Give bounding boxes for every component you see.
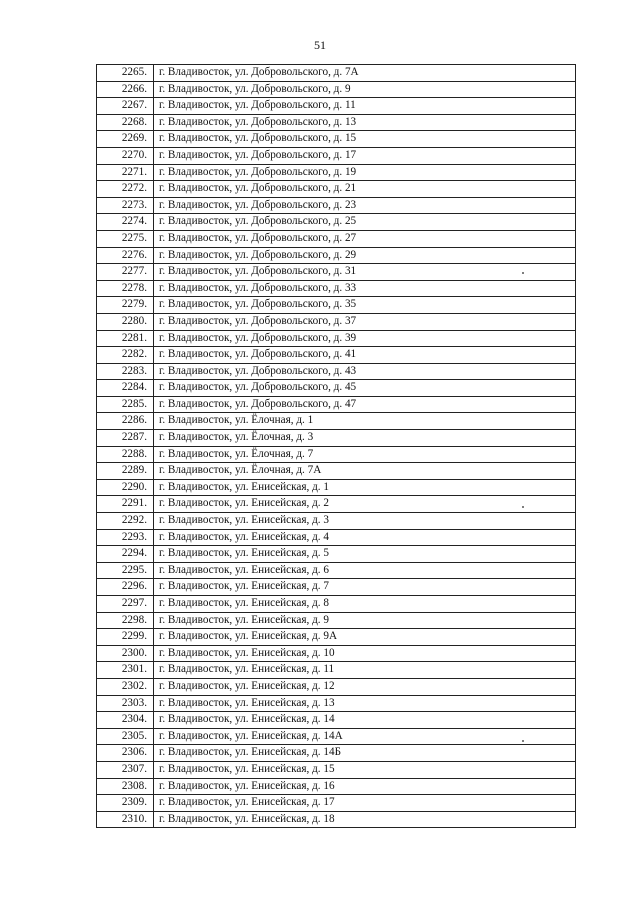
row-address: г. Владивосток, ул. Добровольского, д. 17	[154, 147, 576, 164]
table-row	[97, 214, 576, 231]
table-row	[97, 712, 576, 729]
row-address: г. Владивосток, ул. Добровольского, д. 29	[154, 247, 576, 264]
row-address: г. Владивосток, ул. Добровольского, д. 43	[154, 363, 576, 380]
table-row	[97, 678, 576, 695]
row-address: г. Владивосток, ул. Енисейская, д. 5	[154, 546, 576, 563]
row-address: г. Владивосток, ул. Енисейская, д. 9А	[154, 629, 576, 646]
row-address: г. Владивосток, ул. Добровольского, д. 27	[154, 230, 576, 247]
row-address: г. Владивосток, ул. Добровольского, д. 33	[154, 280, 576, 297]
row-address: г. Владивосток, ул. Добровольского, д. 21	[154, 181, 576, 198]
table-row	[97, 795, 576, 812]
address-table	[96, 64, 576, 828]
page-number: 51	[314, 38, 326, 52]
table-row	[97, 479, 576, 496]
row-address: г. Владивосток, ул. Енисейская, д. 11	[154, 662, 576, 679]
row-number: 2278.	[97, 280, 154, 297]
row-address: г. Владивосток, ул. Добровольского, д. 9	[154, 81, 576, 98]
row-number: 2286.	[97, 413, 154, 430]
row-address: г. Владивосток, ул. Енисейская, д. 8	[154, 596, 576, 613]
table-row	[97, 363, 576, 380]
row-address: г. Владивосток, ул. Енисейская, д. 15	[154, 761, 576, 778]
table-row	[97, 247, 576, 264]
row-number: 2288.	[97, 446, 154, 463]
row-number: 2301.	[97, 662, 154, 679]
row-address: г. Владивосток, ул. Енисейская, д. 17	[154, 795, 576, 812]
scan-speck	[522, 506, 524, 508]
row-number: 2267.	[97, 98, 154, 115]
row-number: 2277.	[97, 264, 154, 281]
row-address: г. Владивосток, ул. Енисейская, д. 6	[154, 562, 576, 579]
row-address: г. Владивосток, ул. Енисейская, д. 14	[154, 712, 576, 729]
row-number: 2269.	[97, 131, 154, 148]
row-address: г. Владивосток, ул. Енисейская, д. 4	[154, 529, 576, 546]
table-row	[97, 662, 576, 679]
row-number: 2279.	[97, 297, 154, 314]
table-row	[97, 131, 576, 148]
scan-speck	[522, 272, 524, 274]
table-row	[97, 778, 576, 795]
row-number: 2308.	[97, 778, 154, 795]
table-row	[97, 347, 576, 364]
row-number: 2273.	[97, 197, 154, 214]
table-row	[97, 645, 576, 662]
table-row	[97, 579, 576, 596]
table-row	[97, 513, 576, 530]
row-number: 2292.	[97, 513, 154, 530]
row-address: г. Владивосток, ул. Добровольского, д. 47	[154, 396, 576, 413]
scan-speck	[522, 740, 524, 742]
row-number: 2298.	[97, 612, 154, 629]
row-address: г. Владивосток, ул. Ёлочная, д. 7	[154, 446, 576, 463]
row-number: 2304.	[97, 712, 154, 729]
table-row	[97, 811, 576, 828]
row-number: 2306.	[97, 745, 154, 762]
row-address: г. Владивосток, ул. Добровольского, д. 13	[154, 114, 576, 131]
table-row	[97, 230, 576, 247]
row-address: г. Владивосток, ул. Ёлочная, д. 1	[154, 413, 576, 430]
row-number: 2280.	[97, 313, 154, 330]
row-address: г. Владивосток, ул. Добровольского, д. 7А	[154, 65, 576, 82]
row-address: г. Владивосток, ул. Енисейская, д. 1	[154, 479, 576, 496]
table-row	[97, 612, 576, 629]
row-number: 2291.	[97, 496, 154, 513]
row-address: г. Владивосток, ул. Добровольского, д. 45	[154, 380, 576, 397]
table-row	[97, 114, 576, 131]
row-address: г. Владивосток, ул. Добровольского, д. 23	[154, 197, 576, 214]
row-number: 2272.	[97, 181, 154, 198]
row-number: 2268.	[97, 114, 154, 131]
row-number: 2285.	[97, 396, 154, 413]
table-row	[97, 413, 576, 430]
row-number: 2310.	[97, 811, 154, 828]
row-number: 2307.	[97, 761, 154, 778]
table-row	[97, 745, 576, 762]
row-address: г. Владивосток, ул. Енисейская, д. 18	[154, 811, 576, 828]
row-address: г. Владивосток, ул. Добровольского, д. 37	[154, 313, 576, 330]
row-address: г. Владивосток, ул. Енисейская, д. 2	[154, 496, 576, 513]
row-address: г. Владивосток, ул. Ёлочная, д. 7А	[154, 463, 576, 480]
row-address: г. Владивосток, ул. Добровольского, д. 35	[154, 297, 576, 314]
row-number: 2289.	[97, 463, 154, 480]
table-row	[97, 629, 576, 646]
row-address: г. Владивосток, ул. Енисейская, д. 9	[154, 612, 576, 629]
table-row	[97, 297, 576, 314]
row-number: 2303.	[97, 695, 154, 712]
table-row	[97, 596, 576, 613]
row-number: 2295.	[97, 562, 154, 579]
table-row	[97, 463, 576, 480]
row-address: г. Владивосток, ул. Енисейская, д. 14Б	[154, 745, 576, 762]
table-row	[97, 396, 576, 413]
row-address: г. Владивосток, ул. Енисейская, д. 16	[154, 778, 576, 795]
row-number: 2266.	[97, 81, 154, 98]
table-row	[97, 181, 576, 198]
row-number: 2276.	[97, 247, 154, 264]
row-address: г. Владивосток, ул. Енисейская, д. 14А	[154, 728, 576, 745]
row-address: г. Владивосток, ул. Добровольского, д. 31	[154, 264, 576, 281]
row-address: г. Владивосток, ул. Енисейская, д. 3	[154, 513, 576, 530]
row-number: 2300.	[97, 645, 154, 662]
row-number: 2290.	[97, 479, 154, 496]
row-number: 2296.	[97, 579, 154, 596]
table-row	[97, 380, 576, 397]
row-number: 2281.	[97, 330, 154, 347]
table-row	[97, 728, 576, 745]
table-row	[97, 546, 576, 563]
table-row	[97, 430, 576, 447]
row-number: 2271.	[97, 164, 154, 181]
table-row	[97, 330, 576, 347]
table-row	[97, 98, 576, 115]
table-row	[97, 147, 576, 164]
row-address: г. Владивосток, ул. Добровольского, д. 19	[154, 164, 576, 181]
row-number: 2284.	[97, 380, 154, 397]
table-row	[97, 280, 576, 297]
row-address: г. Владивосток, ул. Добровольского, д. 15	[154, 131, 576, 148]
row-number: 2297.	[97, 596, 154, 613]
row-number: 2265.	[97, 65, 154, 82]
row-number: 2283.	[97, 363, 154, 380]
row-address: г. Владивосток, ул. Енисейская, д. 10	[154, 645, 576, 662]
row-address: г. Владивосток, ул. Добровольского, д. 11	[154, 98, 576, 115]
table-row	[97, 81, 576, 98]
table-row	[97, 264, 576, 281]
row-address: г. Владивосток, ул. Добровольского, д. 25	[154, 214, 576, 231]
row-number: 2287.	[97, 430, 154, 447]
row-address: г. Владивосток, ул. Ёлочная, д. 3	[154, 430, 576, 447]
row-number: 2274.	[97, 214, 154, 231]
row-address: г. Владивосток, ул. Енисейская, д. 12	[154, 678, 576, 695]
row-address: г. Владивосток, ул. Добровольского, д. 39	[154, 330, 576, 347]
row-address: г. Владивосток, ул. Енисейская, д. 13	[154, 695, 576, 712]
row-number: 2309.	[97, 795, 154, 812]
row-address: г. Владивосток, ул. Добровольского, д. 41	[154, 347, 576, 364]
table-body	[97, 65, 576, 828]
table-row	[97, 65, 576, 82]
table-row	[97, 562, 576, 579]
row-address: г. Владивосток, ул. Енисейская, д. 7	[154, 579, 576, 596]
table-row	[97, 496, 576, 513]
row-number: 2305.	[97, 728, 154, 745]
table-row	[97, 695, 576, 712]
row-number: 2270.	[97, 147, 154, 164]
row-number: 2294.	[97, 546, 154, 563]
row-number: 2275.	[97, 230, 154, 247]
row-number: 2293.	[97, 529, 154, 546]
row-number: 2302.	[97, 678, 154, 695]
table-row	[97, 197, 576, 214]
table-row	[97, 761, 576, 778]
table-row	[97, 446, 576, 463]
table-row	[97, 164, 576, 181]
row-number: 2282.	[97, 347, 154, 364]
table-row	[97, 313, 576, 330]
table-row	[97, 529, 576, 546]
row-number: 2299.	[97, 629, 154, 646]
